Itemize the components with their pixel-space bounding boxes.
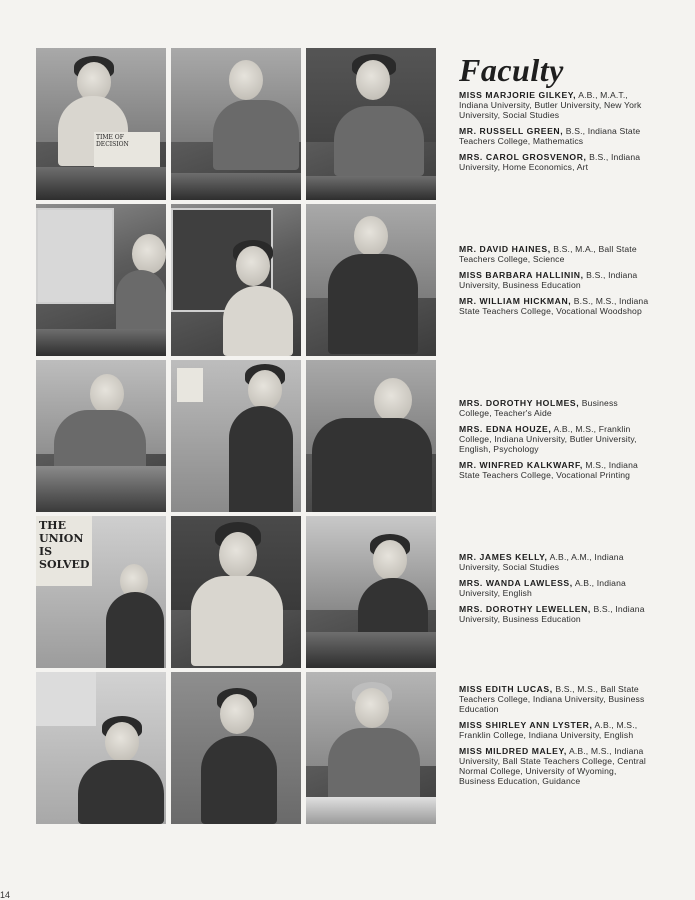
faculty-name: MISS EDITH LUCAS, <box>459 684 553 694</box>
faculty-name: MR. WINFRED KALKWARF, <box>459 460 583 470</box>
faculty-photo <box>36 360 166 512</box>
faculty-name: MR. RUSSELL GREEN, <box>459 126 564 136</box>
faculty-details: A.B., M.S., Franklin College, Indiana University, Butler University, English, Psychology <box>459 424 637 454</box>
faculty-entry <box>459 126 653 146</box>
faculty-name: MRS. WANDA LAWLESS, <box>459 578 573 588</box>
faculty-entry <box>459 398 653 418</box>
faculty-photo <box>306 204 436 356</box>
faculty-details: M.S., Indiana State Teachers College, Vocational Printing <box>459 460 638 480</box>
faculty-photo <box>36 516 166 668</box>
faculty-name: MRS. CAROL GROSVENOR, <box>459 152 587 162</box>
faculty-name: MISS MILDRED MALEY, <box>459 746 567 756</box>
faculty-name: MISS MARJORIE GILKEY, <box>459 90 577 100</box>
faculty-photo <box>306 672 436 824</box>
faculty-name: MR. JAMES KELLY, <box>459 552 548 562</box>
caption-group <box>459 552 653 630</box>
faculty-entry <box>459 684 653 714</box>
faculty-details: B.S., Indiana University, Business Education <box>459 270 638 290</box>
faculty-photo <box>36 204 166 356</box>
page-number: 14 <box>0 890 11 900</box>
faculty-entry <box>459 578 653 598</box>
faculty-name: MRS. DOROTHY LEWELLEN, <box>459 604 591 614</box>
caption-group <box>459 684 653 792</box>
faculty-photo <box>171 516 301 668</box>
faculty-entry <box>459 720 653 740</box>
faculty-photo <box>36 672 166 824</box>
faculty-photo <box>306 360 436 512</box>
faculty-name: MR. WILLIAM HICKMAN, <box>459 296 572 306</box>
faculty-details: B.S., M.S., Indiana State Teachers College, Vocational Woodshop <box>459 296 649 316</box>
faculty-details: A.B., M.S., Franklin College, Indiana University, English <box>459 720 638 740</box>
faculty-details: A.B., Indiana University, English <box>459 578 626 598</box>
faculty-entry <box>459 90 653 120</box>
sign-text: TIME OF DECISION <box>96 134 129 148</box>
faculty-entry <box>459 552 653 572</box>
faculty-name: MRS. DOROTHY HOLMES, <box>459 398 580 408</box>
faculty-details: B.S., M.A., Ball State Teachers College, Science <box>459 244 637 264</box>
caption-group <box>459 90 653 178</box>
faculty-entry <box>459 244 653 264</box>
faculty-photo <box>171 48 301 200</box>
faculty-name: MR. DAVID HAINES, <box>459 244 551 254</box>
faculty-photo <box>171 360 301 512</box>
sign-text: THE UNION IS SOLVED <box>39 519 90 571</box>
faculty-details: B.S., Indiana State Teachers College, Mathematics <box>459 126 641 146</box>
faculty-photo <box>36 48 166 200</box>
faculty-details: A.B., A.M., Indiana University, Social Studies <box>459 552 624 572</box>
faculty-entry <box>459 270 653 290</box>
faculty-photo <box>306 48 436 200</box>
faculty-photo <box>171 204 301 356</box>
faculty-details: B.S., Indiana University, Business Education <box>459 604 645 624</box>
caption-group <box>459 398 653 486</box>
faculty-name: MISS SHIRLEY ANN LYSTER, <box>459 720 593 730</box>
faculty-entry <box>459 460 653 480</box>
faculty-details: A.B., M.S., Indiana University, Ball State Teachers College, Central Normal College, University of Wyoming, Business Education, Guidance <box>459 746 646 786</box>
page-title: Faculty <box>459 52 564 88</box>
faculty-name: MISS BARBARA HALLININ, <box>459 270 584 280</box>
faculty-entry <box>459 746 653 786</box>
faculty-name: MRS. EDNA HOUZE, <box>459 424 552 434</box>
faculty-entry <box>459 424 653 454</box>
faculty-photo-grid <box>36 48 437 824</box>
faculty-photo <box>171 672 301 824</box>
faculty-entry <box>459 604 653 624</box>
faculty-details: B.S., Indiana University, Home Economics, Art <box>459 152 641 172</box>
faculty-details: Business College, Teacher's Aide <box>459 398 618 418</box>
faculty-details: B.S., M.S., Ball State Teachers College, Indiana University, Business Education <box>459 684 645 714</box>
faculty-entry <box>459 152 653 172</box>
faculty-details: A.B., M.A.T., Indiana University, Butler University, New York University, Social Studies <box>459 90 642 120</box>
faculty-entry <box>459 296 653 316</box>
caption-group <box>459 244 653 322</box>
faculty-photo <box>306 516 436 668</box>
